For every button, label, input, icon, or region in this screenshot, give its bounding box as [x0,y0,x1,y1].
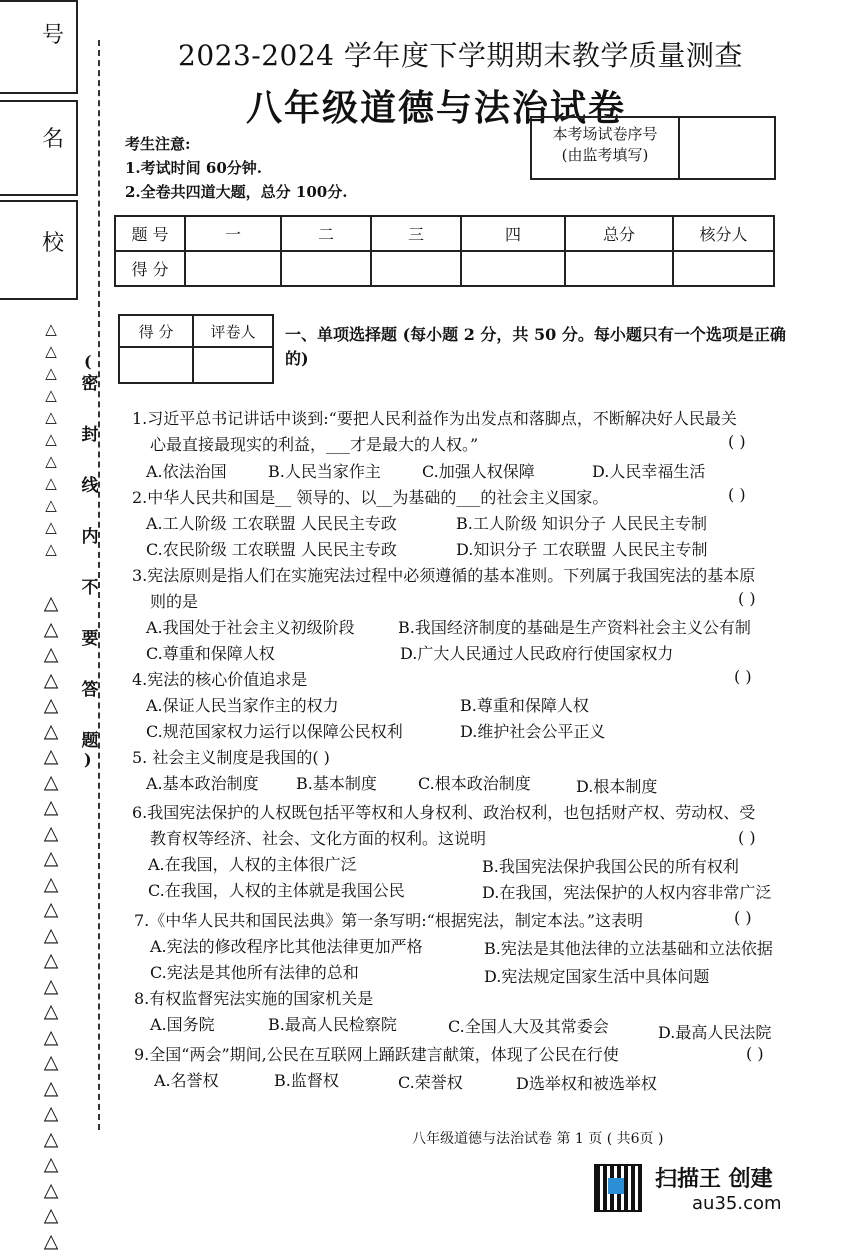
paper-serial-label-note: (由监考填写) [561,146,649,164]
option: A.基本政治制度 [146,774,259,793]
candidate-number-box [0,0,78,94]
option: C.宪法是其他所有法律的总和 [150,963,359,982]
seal-char: 答 [81,680,99,700]
score-cell[interactable] [673,251,774,286]
option: D.知识分子 工农联盟 人民民主专制 [456,540,708,559]
seal-paren-close: ) [84,750,92,769]
option: D.维护社会公平正义 [460,722,606,741]
school-char: 校 [42,231,65,256]
option: B.人民当家作主 [268,462,381,481]
question-stem: 3.宪法原则是指人们在实施宪法过程中必须遵循的基本准则。下列属于我国宪法的基本原 [132,566,756,585]
option: C.规范国家权力运行以保障公民权利 [146,722,403,741]
paper-serial-label-line: 本考场试卷序号 [552,125,658,143]
score-header: 四 [461,216,565,251]
paper-serial-field[interactable] [680,118,774,178]
option: A.保证人民当家作主的权力 [146,696,339,715]
grader-score-cell[interactable] [119,347,193,383]
score-cell[interactable] [565,251,673,286]
option: A.依法治国 [146,462,227,481]
candidate-number-char: 号 [42,23,65,48]
score-cell[interactable] [281,251,371,286]
question-stem: 心最直接最现实的利益，___才是最大的人权。” [150,435,479,454]
score-table [114,215,775,287]
question-stem: 教育权等经济、社会、文化方面的权利。这说明 [150,829,487,848]
option: B.监督权 [274,1071,339,1090]
score-cell[interactable] [185,251,281,286]
option: C.荣誉权 [398,1073,463,1092]
qr-logo-icon [608,1178,624,1194]
school-box [0,200,78,300]
score-cell[interactable] [461,251,565,286]
option: B.工人阶级 知识分子 人民民主专制 [456,514,708,533]
score-header: 一 [185,216,281,251]
option: D.广大人民通过人民政府行使国家权力 [400,644,674,663]
seal-text [80,376,100,784]
grader-header: 评卷人 [193,315,273,347]
answer-blank[interactable]: ( ) [734,667,752,686]
option: D.人民幸福生活 [592,462,706,481]
option: B.我国经济制度的基础是生产资料社会主义公有制 [398,618,751,637]
question-stem: 则的是 [150,592,199,611]
question-stem: 1.习近平总书记讲话中谈到:“要把人民利益作为出发点和落脚点，不断解决好人民最关 [132,409,737,428]
question-stem: 8.有权监督宪法实施的国家机关是 [134,989,374,1008]
exam-term-title: 2023-2024 学年度下学期期末教学质量测查 [178,39,743,72]
score-header: 核分人 [673,216,774,251]
option: A.宪法的修改程序比其他法律更加严格 [150,937,423,956]
score-header: 三 [371,216,461,251]
candidate-notice [125,132,347,204]
option: B.尊重和保障人权 [460,696,589,715]
seal-char: 不 [81,578,99,598]
option: C.全国人大及其常委会 [448,1017,609,1036]
binding-triangle-marks: △ △ △ △ △ △ △ △ △ △ △ △ △ △ △ △ △ △ △ △ △ △ △ △ △ △ △ △ △ △ △ △ △ △ △ △ △ [43,320,59,1252]
option: B.我国宪法保护我国公民的所有权利 [482,857,739,876]
seal-char: 密 [81,374,99,394]
exam-subject-title: 八年级道德与法治试卷 [246,87,627,129]
score-header: 题 号 [115,216,185,251]
option: B.宪法是其他法律的立法基础和立法依据 [484,939,773,958]
option: D.宪法规定国家生活中具体问题 [484,967,710,986]
seal-char: 封 [81,425,99,445]
option: C.在我国，人权的主体就是我国公民 [148,881,405,900]
answer-blank[interactable]: ( ) [734,908,752,927]
seal-char: 内 [81,527,99,547]
option: C.根本政治制度 [418,774,531,793]
option: A.工人阶级 工农联盟 人民民主专政 [146,514,397,533]
option: D.在我国，宪法保护的人权内容非常广泛 [482,883,772,902]
paper-serial-box [530,116,776,180]
score-cell[interactable] [371,251,461,286]
scanner-brand: 扫描王 创建 [655,1167,773,1192]
option: A.名誉权 [154,1071,219,1090]
option: D选举权和被选举权 [516,1074,657,1093]
watermark-site: au35.com [692,1193,782,1214]
name-char: 名 [42,127,65,152]
option: A.我国处于社会主义初级阶段 [146,618,355,637]
option: B.最高人民检察院 [268,1015,397,1034]
option: A.国务院 [150,1015,215,1034]
option: B.基本制度 [296,774,377,793]
answer-blank[interactable]: ( ) [738,828,756,847]
answer-blank[interactable]: ( ) [738,589,756,608]
question-stem: 2.中华人民共和国是__ 领导的、以__为基础的___的社会主义国家。 [132,488,609,507]
seal-char: 题 [81,731,99,751]
question-stem: 4.宪法的核心价值追求是 [132,670,308,689]
score-header: 二 [281,216,371,251]
score-header: 总分 [565,216,673,251]
option: D.根本制度 [576,777,658,796]
seal-char: 要 [81,629,99,649]
grader-table [118,314,274,384]
answer-blank[interactable]: ( ) [728,432,746,451]
page-footer: 八年级道德与法治试卷 第 1 页 ( 共6页 ) [412,1131,664,1147]
option: C.加强人权保障 [422,462,535,481]
question-stem: 6.我国宪法保护的人权既包括平等权和人身权利、政治权利，也包括财产权、劳动权、受 [132,803,756,822]
score-row-label: 得 分 [115,251,185,286]
question-stem: 9.全国“两会”期间,公民在互联网上踊跃建言献策，体现了公民在行使 [134,1045,619,1064]
paper-serial-label [532,118,680,178]
question-stem: 7.《中华人民共和国民法典》第一条写明:“根据宪法，制定本法。”这表明 [134,911,644,930]
grader-name-cell[interactable] [193,347,273,383]
notice-item: 2.全卷共四道大题，总分 100分. [125,183,348,201]
option: A.在我国，人权的主体很广泛 [148,855,357,874]
seal-paren-open: ( [84,352,92,371]
answer-blank[interactable]: ( ) [746,1044,764,1063]
notice-item: 1.考试时间 60分钟. [125,159,262,177]
answer-blank[interactable]: ( ) [728,485,746,504]
option: C.尊重和保障人权 [146,644,275,663]
notice-heading: 考生注意: [125,135,191,153]
option: D.最高人民法院 [658,1023,772,1042]
name-box [0,100,78,196]
option: C.农民阶级 工农联盟 人民民主专政 [146,540,397,559]
seal-char: 线 [81,476,99,496]
question-stem: 5. 社会主义制度是我国的( ) [132,748,330,767]
section-one-title: 一、单项选择题 (每小题 2 分，共 50 分。每小题只有一个选项是正确的) [285,325,786,368]
grader-header: 得 分 [119,315,193,347]
